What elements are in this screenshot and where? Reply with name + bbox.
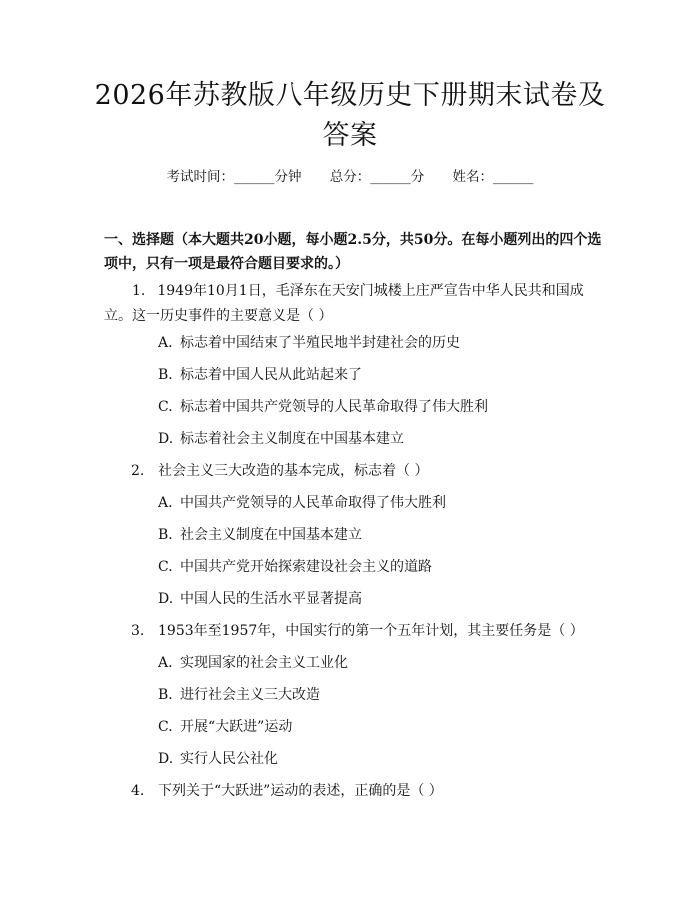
option-2c <box>158 557 432 577</box>
question-number: 3. <box>131 623 145 639</box>
option-text: 标志着社会主义制度在中国基本建立 <box>180 431 404 447</box>
question-3 <box>131 621 584 641</box>
option-2d <box>158 589 362 609</box>
option-text: 标志着中国结束了半殖民地半封建社会的历史 <box>180 335 460 351</box>
option-1c <box>158 397 488 417</box>
option-text: 中国人民的生活水平显著提高 <box>180 591 362 607</box>
option-letter: C. <box>158 559 173 575</box>
option-text: 标志着中国人民从此站起来了 <box>180 367 362 383</box>
question-number: 2. <box>131 463 145 479</box>
option-letter: D. <box>158 751 174 767</box>
option-3d <box>158 749 278 769</box>
option-3a <box>158 653 348 673</box>
option-2a <box>158 493 446 513</box>
option-1b <box>158 365 362 385</box>
option-letter: A. <box>158 335 173 351</box>
option-text: 社会主义制度在中国基本建立 <box>180 527 362 543</box>
question-text: 下列关于“大跃进”运动的表述，正确的是（ ） <box>158 783 443 799</box>
option-letter: A. <box>158 655 173 671</box>
question-2 <box>131 461 428 481</box>
option-1a <box>158 333 460 353</box>
option-letter: B. <box>158 527 173 543</box>
option-3b <box>158 685 320 705</box>
option-1d <box>158 429 404 449</box>
exam-name: 姓名：______ <box>452 169 534 185</box>
exam-score: 总分：______分 <box>329 169 425 185</box>
option-letter: B. <box>158 687 173 703</box>
option-letter: C. <box>158 719 173 735</box>
page-title: 2026年苏教版八年级历史下册期末试卷及答案 <box>94 80 606 151</box>
option-letter: B. <box>158 367 173 383</box>
option-letter: C. <box>158 399 173 415</box>
option-text: 中国共产党开始探索建设社会主义的道路 <box>180 559 432 575</box>
option-text: 进行社会主义三大改造 <box>180 687 320 703</box>
exam-info <box>0 167 700 187</box>
question-text: 1949年10月1日，毛泽东在天安门城楼上庄严宣告中华人民共和国成立。这一历史事件的主要意义是（ ） <box>104 283 584 324</box>
option-letter: A. <box>158 495 173 511</box>
option-letter: D. <box>158 431 174 447</box>
question-text: 1953年至1957年，中国实行的第一个五年计划，其主要任务是（ ） <box>158 623 584 639</box>
option-text: 实行人民公社化 <box>180 751 278 767</box>
question-number: 4. <box>131 783 145 799</box>
option-text: 标志着中国共产党领导的人民革命取得了伟大胜利 <box>180 399 488 415</box>
option-text: 实现国家的社会主义工业化 <box>180 655 348 671</box>
question-number: 1. <box>132 283 146 299</box>
exam-time: 考试时间：______分钟 <box>166 169 302 185</box>
option-2b <box>158 525 362 545</box>
question-text: 社会主义三大改造的基本完成，标志着（ ） <box>158 463 429 479</box>
question-1 <box>104 279 604 329</box>
section-heading: 一、选择题（本大题共20小题，每小题2.5分，共50分。在每小题列出的四个选项中，只有一项是最符合题目要求的。） <box>104 232 602 272</box>
option-text: 中国共产党领导的人民革命取得了伟大胜利 <box>180 495 446 511</box>
question-4 <box>131 781 443 801</box>
option-3c <box>158 717 292 737</box>
option-text: 开展“大跃进”运动 <box>180 719 293 735</box>
option-letter: D. <box>158 591 174 607</box>
